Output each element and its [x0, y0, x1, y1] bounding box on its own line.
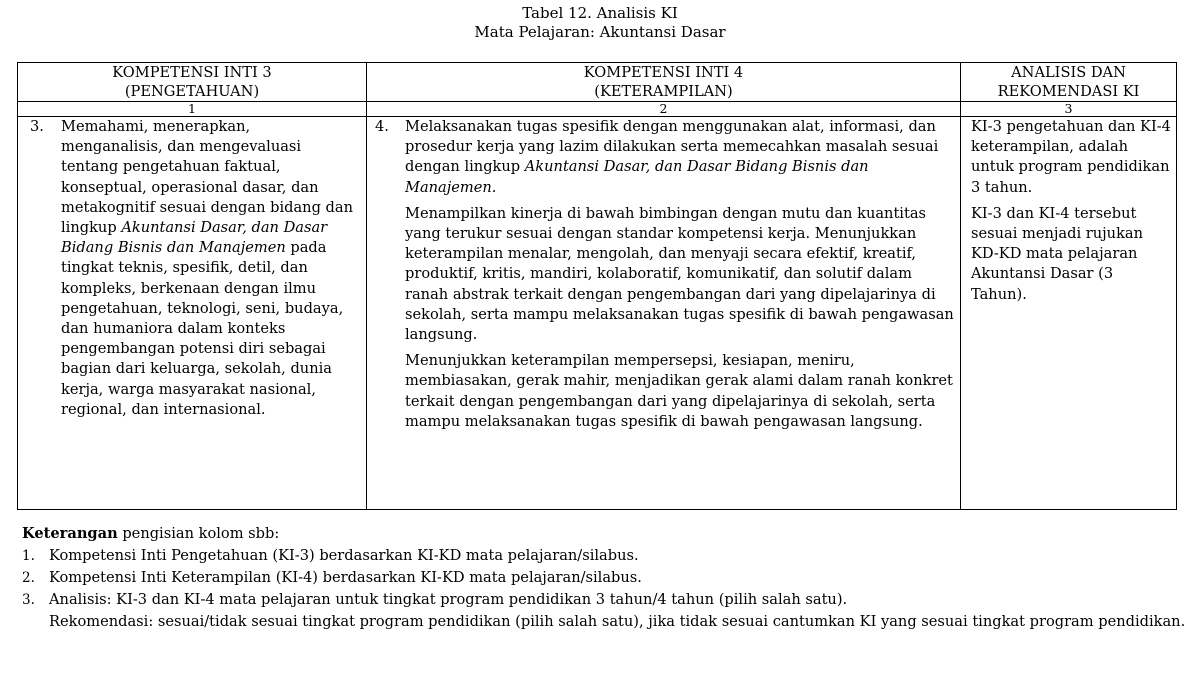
ki4-cell [367, 117, 961, 510]
table-row [18, 117, 1177, 510]
caption-subject: Mata Pelajaran: Akuntansi Dasar [474, 23, 726, 41]
list-item: 2. Kompetensi Inti Keterampilan (KI-4) berdasarkan KI-KD mata pelajaran/silabus. [22, 569, 642, 586]
ki3-number: 3. [30, 118, 44, 135]
header-ki3: KOMPETENSI INTI 3 (PENGETAHUAN) [18, 63, 367, 102]
analysis-paragraph-2: KI-3 dan KI-4 tersebut sesuai menjadi rujukan KD-KD mata pelajaran Akuntansi Dasar (3 Tahun). [971, 204, 1144, 303]
notes-section [22, 523, 1187, 633]
ki4-paragraph-3: Menunjukkan keterampilan mempersepsi, kesiapan, meniru, membiasakan, gerak mahir, menjadikan gerak alami dalam ranah konkret terkait dengan pengembangan dari yang dipelajarinya di sekolah, serta mampu melaksanakan tugas spesifik di bawah pengawasan langsung. [405, 352, 953, 430]
list-item: 3. Analisis: KI-3 dan KI-4 mata pelajaran untuk tingkat program pendidikan 3 tahun/4 tahun (pilih salah satu). Rekomendasi: sesuai/tidak sesuai tingkat program pendidikan (pilih salah satu), jika tidak sesuai cantumkan KI yang sesuai tingkat program pendidikan. [22, 591, 1186, 630]
column-number: 1 [18, 102, 367, 117]
header-row [18, 63, 1177, 102]
notes-heading: Keterangan pengisian kolom sbb: [22, 525, 280, 542]
header-ki4: KOMPETENSI INTI 4 (KETERAMPILAN) [367, 63, 961, 102]
analysis-paragraph-1: KI-3 pengetahuan dan KI-4 keterampilan, adalah untuk program pendidikan 3 tahun. [971, 118, 1171, 196]
table-caption [0, 4, 1200, 42]
header-analysis: ANALISIS DAN REKOMENDASI KI [961, 63, 1177, 102]
ki-analysis-table [17, 62, 1177, 510]
analysis-cell [961, 117, 1177, 510]
column-number: 2 [367, 102, 961, 117]
column-number: 3 [961, 102, 1177, 117]
ki3-text: Memahami, menerapkan, menganalisis, dan mengevaluasi tentang pengetahuan faktual, konseptual, operasional dasar, dan metakognitif sesuai dengan bidang dan lingkup Akuntansi Dasar, dan Dasar Bidang Bisnis dan Manajemen pada tingkat teknis, spesifik, detil, dan kompleks, berkenaan dengan ilmu pengetahuan, teknologi, seni, budaya, dan humaniora dalam konteks pengembangan potensi diri sebagai bagian dari keluarga, sekolah, dunia kerja, warga masyarakat nasional, regional, dan internasional. [61, 118, 354, 418]
ki4-number: 4. [375, 118, 389, 135]
caption-title: Tabel 12. Analisis KI [522, 4, 678, 22]
ki4-paragraph-2: Menampilkan kinerja di bawah bimbingan dengan mutu dan kuantitas yang terukur sesuai dengan standar kompetensi kerja. Menunjukkan keterampilan menalar, mengolah, dan menyaji secara efektif, kreatif, produktif, kritis, mandiri, kolaboratif, komunikatif, dan solutif dalam ranah abstrak terkait dengan pengembangan dari yang dipelajarinya di sekolah, serta mampu melaksanakan tugas spesifik di bawah pengawasan langsung. [405, 204, 954, 344]
column-number-row [18, 102, 1177, 117]
ki3-cell [18, 117, 367, 510]
list-item: 1. Kompetensi Inti Pengetahuan (KI-3) berdasarkan KI-KD mata pelajaran/silabus. [22, 547, 639, 564]
ki4-paragraph-1: Melaksanakan tugas spesifik dengan menggunakan alat, informasi, dan prosedur kerja yang lazim dilakukan serta memecahkan masalah sesuai dengan lingkup Akuntansi Dasar, dan Dasar Bidang Bisnis dan Manajemen. [405, 118, 939, 196]
